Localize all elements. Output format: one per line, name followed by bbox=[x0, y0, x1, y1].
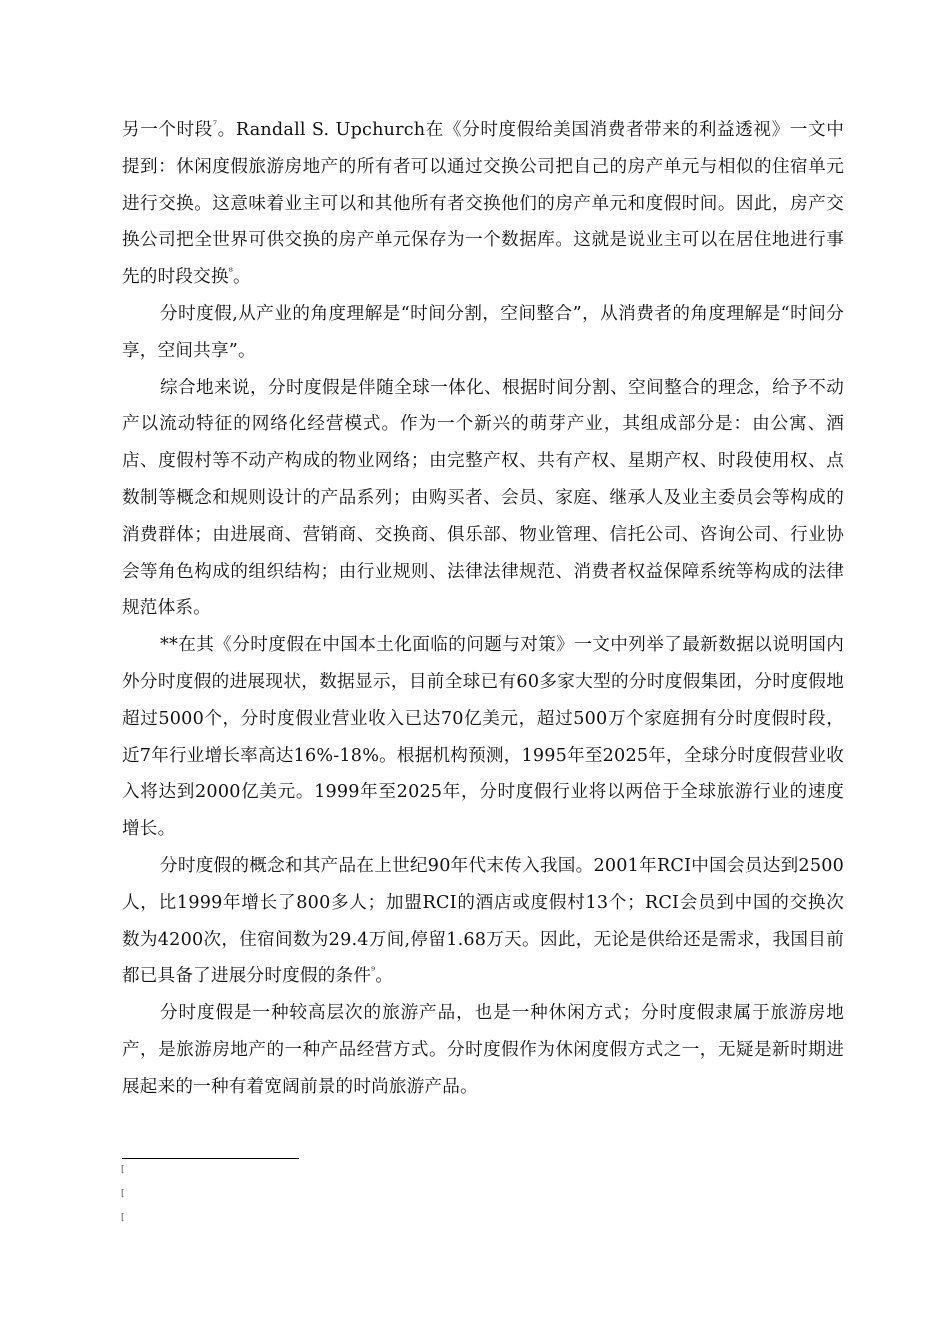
text-run: 。 bbox=[232, 267, 251, 288]
paragraph-5 bbox=[122, 848, 844, 995]
paragraph-4 bbox=[122, 627, 844, 848]
text-run: 。 bbox=[375, 966, 394, 987]
text-run: 分时度假,从产业的角度理解是“时间分割，空间整合”，从消费者的角度理解是“时间分享，空间共享”。 bbox=[122, 303, 844, 361]
text-run: 综合地来说，分时度假是伴随全球一体化、根据时间分割、空间整合的理念，给予不动产以流动特征的网络化经营模式。作为一个新兴的萌芽产业，其组成部分是：由公寓、酒店、度假村等不动产构成的物业网络；由完整产权、共有产权、星期产权、时段使用权、点数制等概念和规则设计的产品系列；由购买者、会员、家庭、继承人及业主委员会等构成的消费群体；由进展商、营销商、交换商、俱乐部、物业管理、信托公司、咨询公司、行业协会等角色构成的组织结构；由行业规则、法律法律规范、消费者权益保障系统等构成的法律规范体系。 bbox=[122, 377, 844, 619]
footnote-marker: [ bbox=[121, 1165, 125, 1175]
paragraph-6 bbox=[122, 995, 844, 1105]
paragraph-1 bbox=[122, 112, 844, 296]
footnote-ref-9[interactable]: ⁹ bbox=[371, 966, 376, 978]
text-run: **在其《分时度假在中国本土化面临的问题与对策》一文中列举了最新数据以说明国内外分时度假的进展现状，数据显示，目前全球已有60多家大型的分时度假集团，分时度假地超过5000个，分时度假业营业收入已达70亿美元，超过500万个家庭拥有分时度假时段，近7年行业增长率高达16%-18%。根据机构预测，1995年至2025年，全球分时度假营业收入将达到2000亿美元。1999年至2025年，分时度假行业将以两倍于全球旅游行业的速度增长。 bbox=[122, 635, 844, 840]
footnote-ref-7[interactable]: ⁷ bbox=[213, 120, 218, 132]
text-run: 另一个时段 bbox=[122, 120, 214, 140]
footnote-marker: [ bbox=[121, 1213, 125, 1223]
paragraph-3 bbox=[122, 370, 844, 628]
footnote-separator bbox=[122, 1158, 299, 1159]
footnote-ref-8[interactable]: ⁸ bbox=[228, 267, 233, 279]
text-run: 分时度假的概念和其产品在上世纪90年代末传入我国。2001年RCI中国会员达到2500人，比1999年增长了800多人；加盟RCI的酒店或度假村13个；RCI会员到中国的交换次数为4200次，住宿间数为29.4万间,停留1.68万天。因此，无论是供给还是需求，我国目前都已具备了进展分时度假的条件 bbox=[122, 855, 844, 987]
body-text bbox=[122, 112, 844, 1106]
text-run: 。Randall S. Upchurch在《分时度假给美国消费者带来的利益透视》一文中提到：休闲度假旅游房地产的所有者可以通过交换公司把自己的房产单元与相似的住宿单元进行交换。这意味着业主可以和其他所有者交换他们的房产单元和度假时间。因此，房产交换公司把全世界可供交换的房产单元保存为一个数据库。这就是说业主可以在居住地进行事先的时段交换 bbox=[122, 120, 844, 288]
text-run: 分时度假是一种较高层次的旅游产品，也是一种休闲方式；分时度假隶属于旅游房地产，是旅游房地产的一种产品经营方式。分时度假作为休闲度假方式之一，无疑是新时期进展起来的一种有着宽阔前景的时尚旅游产品。 bbox=[122, 1003, 844, 1097]
paragraph-2 bbox=[122, 296, 844, 370]
footnote-marker: [ bbox=[121, 1189, 125, 1199]
